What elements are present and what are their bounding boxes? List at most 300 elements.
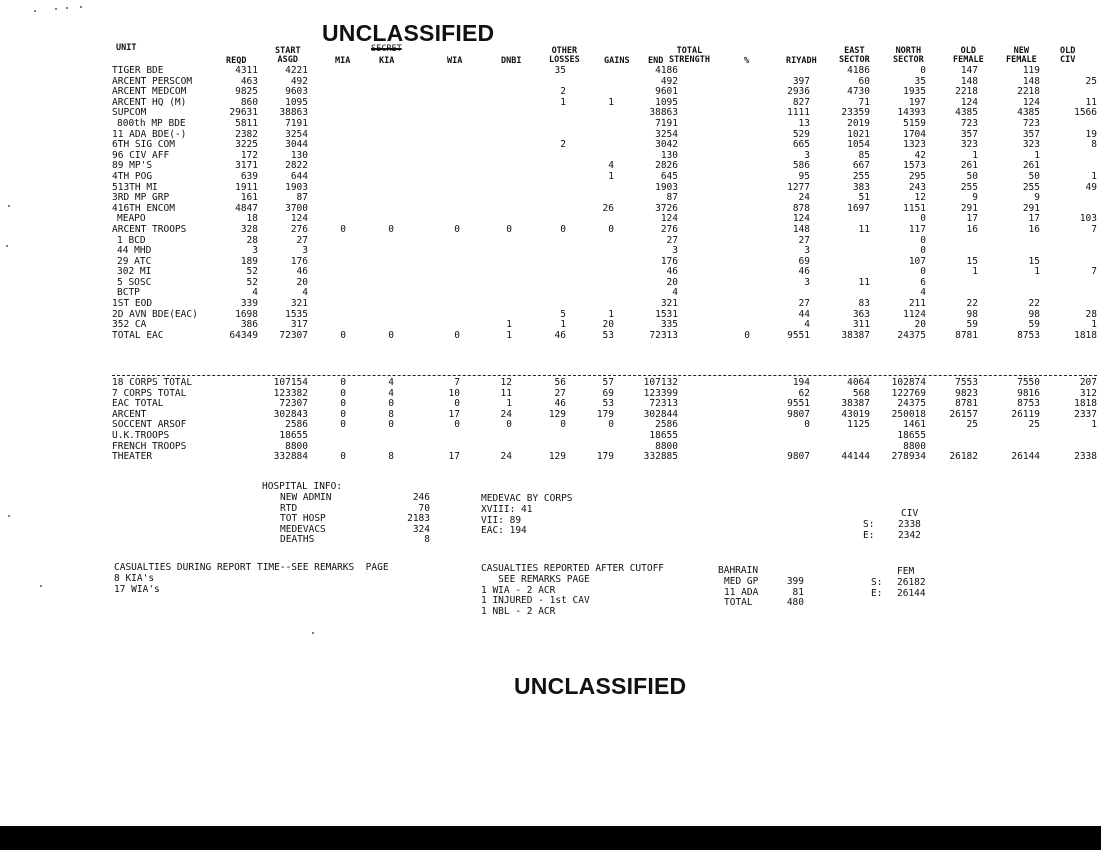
value-cell: 25: [1085, 75, 1097, 87]
unit-row: [112, 246, 1097, 257]
value-cell: [460, 246, 512, 257]
scan-speck: [8, 205, 10, 207]
value-cell: 124: [290, 213, 308, 225]
header-kia: KIA: [379, 56, 395, 66]
unit-name-cell: BCTP: [117, 287, 140, 299]
value-cell: 25: [1028, 419, 1040, 431]
value-cell: 0: [340, 398, 346, 410]
value-cell: [1040, 288, 1097, 299]
value-cell: 119: [1022, 65, 1040, 76]
value-cell: [512, 77, 566, 88]
value-cell: [346, 172, 394, 183]
value-cell: [346, 108, 394, 119]
unit-name-cell: 44 MHD: [117, 245, 152, 257]
value-cell: [978, 431, 1040, 442]
value-cell: 179: [596, 408, 614, 420]
value-cell: [810, 257, 870, 268]
value-cell: 2382: [235, 128, 258, 140]
value-cell: [566, 278, 614, 289]
value-cell: 357: [960, 128, 978, 140]
unit-row: [112, 183, 1097, 194]
value-cell: [512, 108, 566, 119]
value-cell: 3: [804, 149, 810, 161]
value-cell: [346, 98, 394, 109]
value-cell: [394, 236, 460, 247]
value-cell: 291: [960, 202, 978, 214]
value-cell: 15: [1028, 255, 1040, 267]
value-cell: 667: [852, 160, 870, 172]
value-cell: [678, 267, 750, 278]
value-cell: 250018: [891, 408, 926, 420]
value-cell: [346, 246, 394, 257]
struck-marking: SECRET: [371, 44, 402, 54]
value-cell: 339: [240, 298, 258, 310]
value-cell: 1: [560, 96, 566, 108]
value-cell: 0: [454, 398, 460, 410]
value-cell: [460, 119, 512, 130]
value-cell: 17: [1028, 213, 1040, 225]
value-cell: 18655: [897, 429, 926, 441]
value-cell: 11: [858, 223, 870, 235]
value-cell: 4385: [1017, 107, 1040, 119]
value-cell: [678, 225, 750, 236]
value-cell: [678, 320, 750, 331]
value-cell: 312: [1079, 387, 1097, 399]
value-cell: 311: [852, 319, 870, 331]
value-cell: 50: [1028, 170, 1040, 182]
header-reqd: REQD: [226, 56, 247, 66]
value-cell: [566, 140, 614, 151]
value-cell: 529: [792, 128, 810, 140]
value-cell: [566, 183, 614, 194]
value-cell: 0: [454, 329, 460, 341]
value-cell: 20: [914, 319, 926, 331]
value-cell: [346, 431, 394, 442]
value-cell: [678, 66, 750, 77]
value-cell: [460, 161, 512, 172]
value-cell: 2586: [285, 419, 308, 431]
value-cell: 397: [792, 75, 810, 87]
unit-row: [112, 236, 1097, 247]
value-cell: [512, 183, 566, 194]
fem-e-label: E:: [871, 588, 883, 599]
value-cell: 117: [908, 223, 926, 235]
value-cell: 27: [798, 298, 810, 310]
value-cell: 11: [500, 387, 512, 399]
value-cell: [346, 204, 394, 215]
value-cell: 26: [602, 202, 614, 214]
value-cell: 9807: [787, 408, 810, 420]
value-cell: 11: [858, 276, 870, 288]
value-cell: 69: [602, 387, 614, 399]
civ-s-label: S:: [863, 519, 875, 530]
value-cell: 24375: [897, 329, 926, 341]
value-cell: 1911: [235, 181, 258, 193]
bahrain-item: [724, 577, 804, 588]
header-wia: WIA: [447, 56, 463, 66]
unit-row: [112, 98, 1097, 109]
value-cell: 14393: [897, 107, 926, 119]
value-cell: 1566: [1074, 107, 1097, 119]
value-cell: [678, 236, 750, 247]
value-cell: [1040, 66, 1097, 77]
value-cell: 0: [340, 329, 346, 341]
value-cell: [678, 452, 750, 463]
value-cell: 7550: [1017, 377, 1040, 388]
value-cell: 207: [1079, 377, 1097, 388]
value-cell: 1095: [285, 96, 308, 108]
summary-row: [112, 378, 1097, 389]
bahrain-item-value: 480: [786, 597, 804, 609]
value-cell: [460, 183, 512, 194]
value-cell: [394, 204, 460, 215]
value-cell: [512, 278, 566, 289]
value-cell: [460, 193, 512, 204]
value-cell: 7: [454, 377, 460, 388]
value-cell: 43019: [841, 408, 870, 420]
hospital-item-label: NEW ADMIN: [280, 492, 332, 503]
value-cell: [346, 77, 394, 88]
civ-e-value: 2342: [898, 530, 921, 541]
value-cell: 3225: [235, 139, 258, 151]
value-cell: 3: [252, 245, 258, 257]
value-cell: 38387: [841, 329, 870, 341]
value-cell: [678, 108, 750, 119]
value-cell: 4: [804, 319, 810, 331]
value-cell: 26144: [1011, 451, 1040, 463]
value-cell: 1: [972, 266, 978, 278]
value-cell: 0: [388, 329, 394, 341]
value-cell: [394, 320, 460, 331]
value-cell: 0: [340, 408, 346, 420]
value-cell: [308, 431, 346, 442]
value-cell: 1461: [903, 419, 926, 431]
hospital-item: [280, 535, 430, 546]
value-cell: 8: [1091, 139, 1097, 151]
unit-name-cell: 29 ATC: [117, 255, 152, 267]
value-cell: [566, 257, 614, 268]
unit-name-cell: 513TH MI: [112, 181, 158, 193]
value-cell: [346, 214, 394, 225]
value-cell: 644: [290, 170, 308, 182]
value-cell: 492: [660, 75, 678, 87]
value-cell: 26157: [949, 408, 978, 420]
value-cell: 8800: [655, 440, 678, 452]
value-cell: 357: [1022, 128, 1040, 140]
unit-name-cell: 5 SOSC: [117, 276, 152, 288]
medevac-list: [481, 505, 532, 537]
value-cell: 8800: [285, 440, 308, 452]
value-cell: 52: [246, 266, 258, 278]
value-cell: [308, 77, 346, 88]
value-cell: 295: [908, 170, 926, 182]
value-cell: 6: [920, 276, 926, 288]
value-cell: 2586: [655, 419, 678, 431]
value-cell: 38387: [841, 398, 870, 410]
value-cell: 1: [1091, 319, 1097, 331]
value-cell: 0: [454, 419, 460, 431]
header-start-asgd: START ASGD: [275, 46, 301, 65]
value-cell: 123399: [643, 387, 678, 399]
value-cell: [512, 431, 566, 442]
value-cell: [566, 236, 614, 247]
value-cell: [460, 310, 512, 321]
value-cell: [810, 236, 870, 247]
value-cell: [460, 431, 512, 442]
value-cell: 4: [388, 387, 394, 399]
value-cell: 1535: [285, 308, 308, 320]
value-cell: [678, 420, 750, 431]
value-cell: 7191: [285, 117, 308, 129]
value-cell: [678, 410, 750, 421]
scan-speck: [6, 245, 8, 247]
value-cell: [202, 410, 258, 421]
value-cell: [566, 77, 614, 88]
hospital-item-label: MEDEVACS: [280, 523, 326, 535]
value-cell: [678, 214, 750, 225]
value-cell: [512, 172, 566, 183]
value-cell: [566, 151, 614, 162]
value-cell: 18655: [279, 429, 308, 441]
value-cell: 1: [1091, 170, 1097, 182]
value-cell: [566, 214, 614, 225]
unit-name-cell: ARCENT PERSCOM: [112, 75, 193, 87]
value-cell: [308, 246, 346, 257]
value-cell: [202, 389, 258, 400]
value-cell: 0: [340, 419, 346, 431]
value-cell: [346, 87, 394, 98]
value-cell: [202, 442, 258, 453]
value-cell: 1: [608, 96, 614, 108]
value-cell: 4: [302, 287, 308, 299]
value-cell: 7: [1091, 223, 1097, 235]
value-cell: [926, 278, 978, 289]
classification-bottom: UNCLASSIFIED: [514, 673, 687, 699]
value-cell: 827: [792, 96, 810, 108]
value-cell: 639: [240, 170, 258, 182]
fem-title: FEM: [897, 566, 915, 577]
value-cell: [512, 151, 566, 162]
value-cell: 321: [290, 298, 308, 310]
value-cell: [678, 310, 750, 321]
value-cell: 189: [240, 255, 258, 267]
value-cell: 261: [1022, 160, 1040, 172]
value-cell: [978, 236, 1040, 247]
value-cell: 3700: [285, 202, 308, 214]
value-cell: 35: [554, 65, 566, 76]
value-cell: [512, 288, 566, 299]
value-cell: [460, 140, 512, 151]
unit-row: [112, 288, 1097, 299]
unit-row: [112, 77, 1097, 88]
value-cell: 0: [340, 377, 346, 388]
value-cell: 860: [240, 96, 258, 108]
value-cell: 172: [240, 149, 258, 161]
value-cell: 3171: [235, 160, 258, 172]
value-cell: 0: [506, 419, 512, 431]
bahrain-title: BAHRAIN: [718, 565, 759, 576]
value-cell: [678, 183, 750, 194]
value-cell: 302843: [273, 408, 308, 420]
value-cell: 179: [596, 451, 614, 463]
unit-name-cell: THEATER: [112, 451, 153, 463]
value-cell: 255: [1022, 181, 1040, 193]
value-cell: [394, 119, 460, 130]
hospital-item-value: 8: [424, 534, 430, 546]
unit-row: [112, 214, 1097, 225]
value-cell: 0: [506, 223, 512, 235]
value-cell: 4186: [847, 65, 870, 76]
value-cell: [678, 399, 750, 410]
value-cell: 124: [960, 96, 978, 108]
civ-e-label: E:: [863, 530, 875, 541]
value-cell: 463: [240, 75, 258, 87]
value-cell: [394, 161, 460, 172]
value-cell: [308, 299, 346, 310]
casualty-line: 8 KIA's: [114, 573, 155, 584]
value-cell: [346, 151, 394, 162]
value-cell: 46: [798, 266, 810, 278]
value-cell: 98: [966, 308, 978, 320]
value-cell: 7: [1091, 266, 1097, 278]
unit-name-cell: 3RD MP GRP: [112, 192, 170, 204]
value-cell: 1095: [655, 96, 678, 108]
value-cell: 0: [920, 245, 926, 257]
bahrain-item: [724, 598, 804, 609]
value-cell: [678, 140, 750, 151]
value-cell: 1111: [787, 107, 810, 119]
value-cell: 44144: [841, 451, 870, 463]
value-cell: 124: [792, 213, 810, 225]
unit-name-cell: 1ST EOD: [112, 298, 153, 310]
value-cell: [460, 299, 512, 310]
value-cell: 9: [1034, 192, 1040, 204]
value-cell: [394, 87, 460, 98]
value-cell: [512, 267, 566, 278]
value-cell: 7191: [655, 117, 678, 129]
value-cell: [308, 140, 346, 151]
value-cell: 1903: [285, 181, 308, 193]
unit-row: [112, 299, 1097, 310]
hospital-item-label: TOT HOSP: [280, 513, 326, 525]
value-cell: [566, 267, 614, 278]
value-cell: 194: [792, 377, 810, 388]
value-cell: [308, 87, 346, 98]
value-cell: 18: [246, 213, 258, 225]
value-cell: [566, 66, 614, 77]
value-cell: 147: [960, 65, 978, 76]
value-cell: 3: [302, 245, 308, 257]
value-cell: 46: [666, 266, 678, 278]
value-cell: 26182: [949, 451, 978, 463]
value-cell: [512, 204, 566, 215]
scan-speck: [34, 10, 36, 12]
value-cell: 1: [972, 149, 978, 161]
civ-s-value: 2338: [898, 519, 921, 530]
value-cell: 5811: [235, 117, 258, 129]
value-cell: 2218: [1017, 86, 1040, 98]
value-cell: 27: [666, 234, 678, 246]
header-mia: MIA: [335, 56, 351, 66]
value-cell: 3254: [655, 128, 678, 140]
unit-name-cell: SUPCOM: [112, 107, 147, 119]
value-cell: 38863: [279, 107, 308, 119]
value-cell: [512, 161, 566, 172]
unit-row: [112, 108, 1097, 119]
value-cell: 4186: [655, 65, 678, 76]
unit-name-cell: 2D AVN BDE(EAC): [112, 308, 198, 320]
summary-totals-table: [112, 378, 1097, 463]
value-cell: 0: [454, 223, 460, 235]
hospital-item-value: 246: [412, 492, 430, 503]
unit-name-cell: 18 CORPS TOTAL: [112, 377, 193, 388]
value-cell: [512, 119, 566, 130]
unit-name-cell: ARCENT TROOPS: [112, 223, 187, 235]
value-cell: 8781: [955, 329, 978, 341]
value-cell: 28: [1085, 308, 1097, 320]
value-cell: 586: [792, 160, 810, 172]
value-cell: 332885: [643, 451, 678, 463]
value-cell: [926, 431, 978, 442]
value-cell: 0: [920, 234, 926, 246]
value-cell: 383: [852, 181, 870, 193]
value-cell: [308, 151, 346, 162]
value-cell: 2936: [787, 86, 810, 98]
unit-name-cell: 6TH SIG COM: [112, 139, 175, 151]
value-cell: 1151: [903, 202, 926, 214]
unit-name-cell: TIGER BDE: [112, 65, 164, 76]
value-cell: [346, 183, 394, 194]
value-cell: [678, 77, 750, 88]
unit-row: [112, 140, 1097, 151]
unit-name-cell: 1 BCD: [117, 234, 146, 246]
unit-row: [112, 151, 1097, 162]
value-cell: [308, 193, 346, 204]
value-cell: [202, 399, 258, 410]
value-cell: [394, 214, 460, 225]
value-cell: 8753: [1017, 329, 1040, 341]
value-cell: 59: [966, 319, 978, 331]
medevac-line: EAC: 194: [481, 525, 527, 537]
classification-top: UNCLASSIFIED: [322, 20, 495, 46]
header-old-civ: OLD CIV: [1060, 46, 1076, 65]
value-cell: 321: [660, 298, 678, 310]
value-cell: 4: [388, 377, 394, 388]
value-cell: 20: [602, 319, 614, 331]
after-cutoff-line: 1 INJURED - 1st CAV: [481, 595, 590, 607]
value-cell: 17: [448, 451, 460, 463]
value-cell: 1054: [847, 139, 870, 151]
value-cell: [678, 87, 750, 98]
value-cell: [1040, 257, 1097, 268]
value-cell: 1323: [903, 139, 926, 151]
value-cell: 16: [966, 223, 978, 235]
value-cell: 1531: [655, 308, 678, 320]
value-cell: 85: [858, 149, 870, 161]
value-cell: 57: [602, 377, 614, 388]
after-cutoff-line: SEE REMARKS PAGE: [481, 574, 590, 585]
value-cell: 1125: [847, 419, 870, 431]
value-cell: 5: [560, 308, 566, 320]
unit-row: [112, 130, 1097, 141]
value-cell: 59: [1028, 319, 1040, 331]
value-cell: [394, 108, 460, 119]
value-cell: [678, 246, 750, 257]
header-riyadh: RIYADH: [786, 56, 817, 66]
value-cell: 3044: [285, 139, 308, 151]
bahrain-item-value: 81: [792, 586, 804, 598]
value-cell: 0: [920, 65, 926, 76]
